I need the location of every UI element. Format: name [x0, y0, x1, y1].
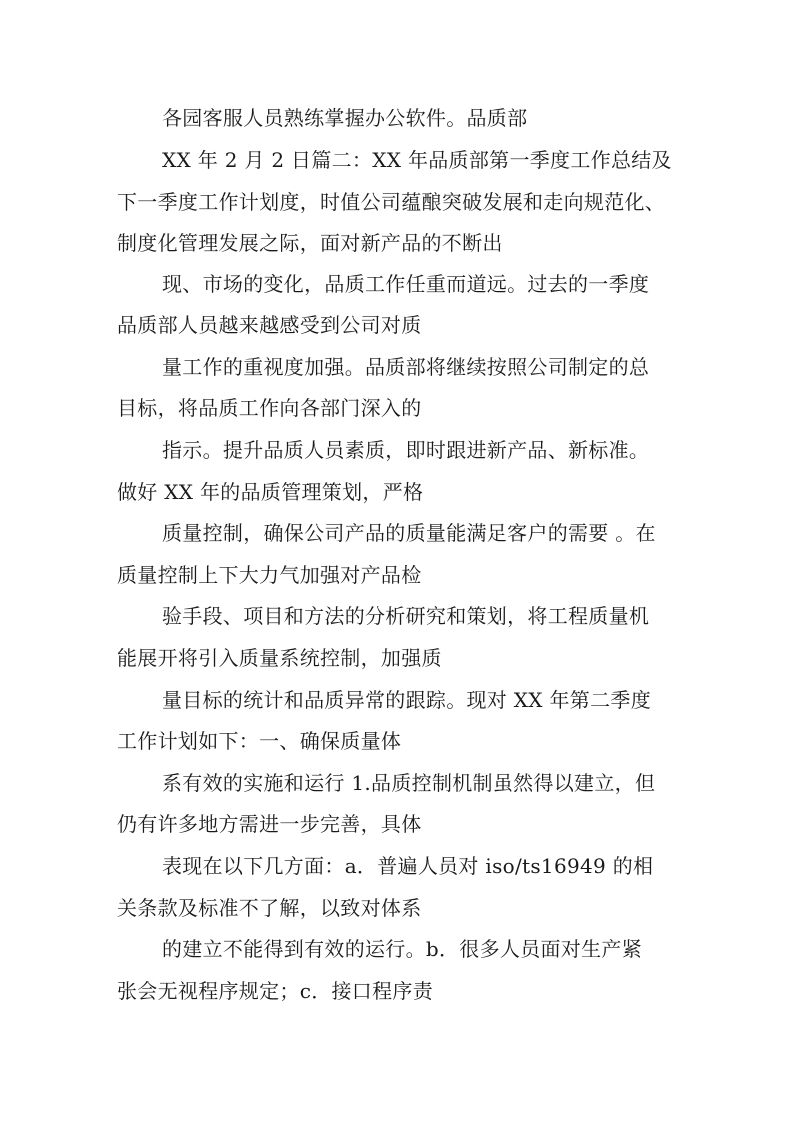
text-line: 各园客服人员熟练掌握办公软件。品质部 [162, 106, 528, 130]
text-line: 张会无视程序规定；c．接口程序责 [117, 979, 434, 1003]
text-line: 系有效的实施和运行 1.品质控制机制虽然得以建立，但 [162, 771, 656, 795]
text-line: 量目标的统计和品质异常的跟踪。现对 XX 年第二季度 [162, 688, 651, 712]
text-line: 做好 XX 年的品质管理策划，严格 [117, 480, 424, 504]
text-line: 指示。提升品质人员素质，即时跟进新产品、新标准。 [162, 438, 650, 462]
text-line: 质量控制上下大力气加强对产品检 [117, 563, 422, 587]
text-line: 品质部人员越来越感受到公司对质 [117, 313, 422, 337]
text-line: 能展开将引入质量系统控制，加强质 [117, 646, 442, 670]
text-line: 量工作的重视度加强。品质部将继续按照公司制定的总 [162, 355, 650, 379]
text-line: 关条款及标准不了解，以致对体系 [117, 896, 422, 920]
text-line: 工作计划如下：一、确保质量体 [117, 729, 402, 753]
text-line: 仍有许多地方需进一步完善，具体 [117, 812, 422, 836]
text-line: 质量控制，确保公司产品的质量能满足客户的需要 。在 [162, 521, 656, 545]
text-line: XX 年 2 月 2 日篇二：XX 年品质部第一季度工作总结及 [162, 148, 672, 172]
text-line: 目标，将品质工作向各部门深入的 [117, 396, 422, 420]
text-line: 制度化管理发展之际，面对新产品的不断出 [117, 231, 503, 255]
text-line: 表现在以下几方面：a．普遍人员对 iso/ts16949 的相 [162, 854, 654, 878]
text-line: 验手段、项目和方法的分析研究和策划，将工程质量机 [162, 604, 650, 628]
text-line: 下一季度工作计划度，时值公司蕴酿突破发展和走向规范化、 [117, 190, 666, 214]
text-line: 现、市场的变化，品质工作任重而道远。过去的一季度 [162, 272, 650, 296]
text-line: 的建立不能得到有效的运行。b．很多人员面对生产紧 [162, 937, 643, 961]
